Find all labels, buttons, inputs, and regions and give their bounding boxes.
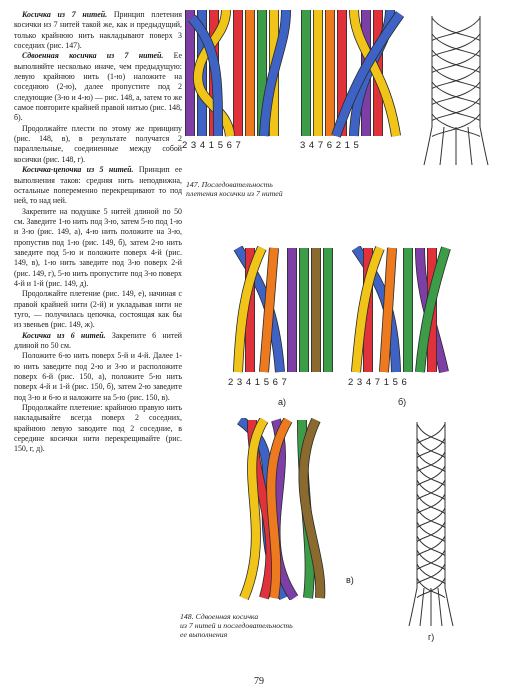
paragraph	[14, 10, 182, 51]
paragraph-body: Ее выполняйте несколько иначе, чем предыдущую: левую крайнюю нить (1-ю) наложите на соседнюю (2-ю), далее пропустите под 2 следующие (3-ю и 4-ю) — рис. 148, а, затем то же самое повторите крайней правой нитью (рис. 148, б).	[14, 51, 183, 123]
thread-orange	[264, 248, 274, 372]
fig147-braid-drawing	[418, 12, 494, 167]
fig147-caption: 147. Последовательность плетения косички из 7 нитей	[186, 180, 283, 198]
paragraph	[14, 403, 182, 455]
paragraph-heading: Сдвоенная косичка из 7 нитей.	[22, 51, 164, 61]
page-number: 79	[254, 676, 264, 687]
paragraph	[14, 207, 182, 290]
paragraph	[14, 331, 182, 352]
braid-strand	[432, 18, 480, 40]
fig148-step-a	[224, 246, 344, 374]
fig147-thread-numbers-b: 3 4 7 6 2 1 5	[300, 140, 360, 151]
fig147-thread-numbers-a: 2 3 4 1 5 6 7	[182, 140, 242, 151]
fig148-step-b	[344, 246, 462, 374]
braid-tail	[438, 588, 442, 626]
paragraph	[14, 165, 182, 206]
fig148-step-v	[224, 418, 334, 600]
braid-tail	[409, 588, 417, 626]
fig148-thread-numbers-a: 2 3 4 1 5 6 7	[228, 377, 288, 388]
braid-tail	[420, 588, 424, 626]
fig148-braid-drawing	[402, 418, 460, 628]
paragraph-heading: Косичка из 7 нитей.	[22, 10, 108, 19]
paragraph-body: Принцип плетения косички из 7 нитей такой же, как и предыдущий, только крайнюю нить накладывают поверх 3 соседних (рис. 147).	[14, 10, 182, 51]
braid-tail	[480, 127, 488, 165]
paragraph-body: Продолжайте плетение: крайнюю правую нить накладывайте всегда поверх 2 соседних, крайнюю левую заводите под 2 соседние, в середине косички нити перекрещивайте (рис. 150, г, д).	[14, 403, 182, 454]
braid-tail	[424, 127, 432, 165]
paragraph-body: Закрепите на подушке 5 нитей длиной по 50 см. Заведите 1-ю нить под 3-ю, затем 5-ю под 1-ю и 3-ю (рис. 149, а), 4-ю нить положите на 3-ю, пропустив под 1-ю (рис. 149, б), затем 2-ю нить заведите под 5-ю и положите поверх 4-й (рис. 149, в), 1-ю нить заведите под 3-ю поверх 2-й (рис. 149, г), 5-ю нить пропустите под 3-ю поверх 4-й и 1-й (рис. 149, д).	[14, 206, 182, 288]
paragraph	[14, 51, 182, 123]
braid-tail	[445, 588, 453, 626]
fig148-label-v: в)	[346, 575, 354, 585]
paragraph-body: Положите 6-ю нить поверх 5-й и 4-й. Далее 1-ю нить заведите под 2-ю и 3-ю и расположите поверх 6-й (рис. 150, а), положите 5-ю нить поверх 4-й и 1-й (рис. 150, б), затем 2-ю заведите под 3-ю и 6-ю и наложите на 5-ю (рис. 150, в).	[14, 351, 182, 402]
paragraph	[14, 351, 182, 403]
paragraph	[14, 124, 182, 165]
fig148-label-b: б)	[398, 397, 407, 407]
fig147-step-a	[178, 8, 298, 138]
text-column	[14, 10, 182, 455]
fig147-step-b	[296, 8, 408, 138]
fig148-thread-numbers-b: 2 3 4 7 1 5 6	[348, 377, 408, 388]
paragraph-body: Продолжайте плетение (рис. 149, е), начиная с правой крайней нити (2-й) и укладывая нити не туго, — получилась цепочка, состоящая как бы из звеньев (рис. 149, ж).	[14, 289, 182, 330]
paragraph-body: Принцип ее выполнения таков: средняя нить неподвижна, остальные попеременно перекрещивают то под ней, то над ней.	[14, 165, 182, 206]
fig148-label-g: г)	[428, 632, 435, 642]
paragraph-heading: Косичка-цепочка из 5 нитей.	[22, 165, 134, 175]
paragraph	[14, 289, 182, 330]
paragraph-body: Продолжайте плести по этому же принципу (рис. 148, в), в результате получатся 2 параллельные, соединенные между собой косички (рис. 148, г).	[14, 123, 182, 164]
fig148-caption: 148. Сдвоенная косичка из 7 нитей и последовательность ее выполнения	[180, 612, 293, 639]
paragraph-body: Закрепите 6 нитей длиной по 50 см.	[14, 330, 182, 350]
paragraph-heading: Косичка из 6 нитей.	[22, 330, 106, 340]
fig148-label-a: а)	[278, 397, 287, 407]
braid-strand	[432, 18, 480, 40]
